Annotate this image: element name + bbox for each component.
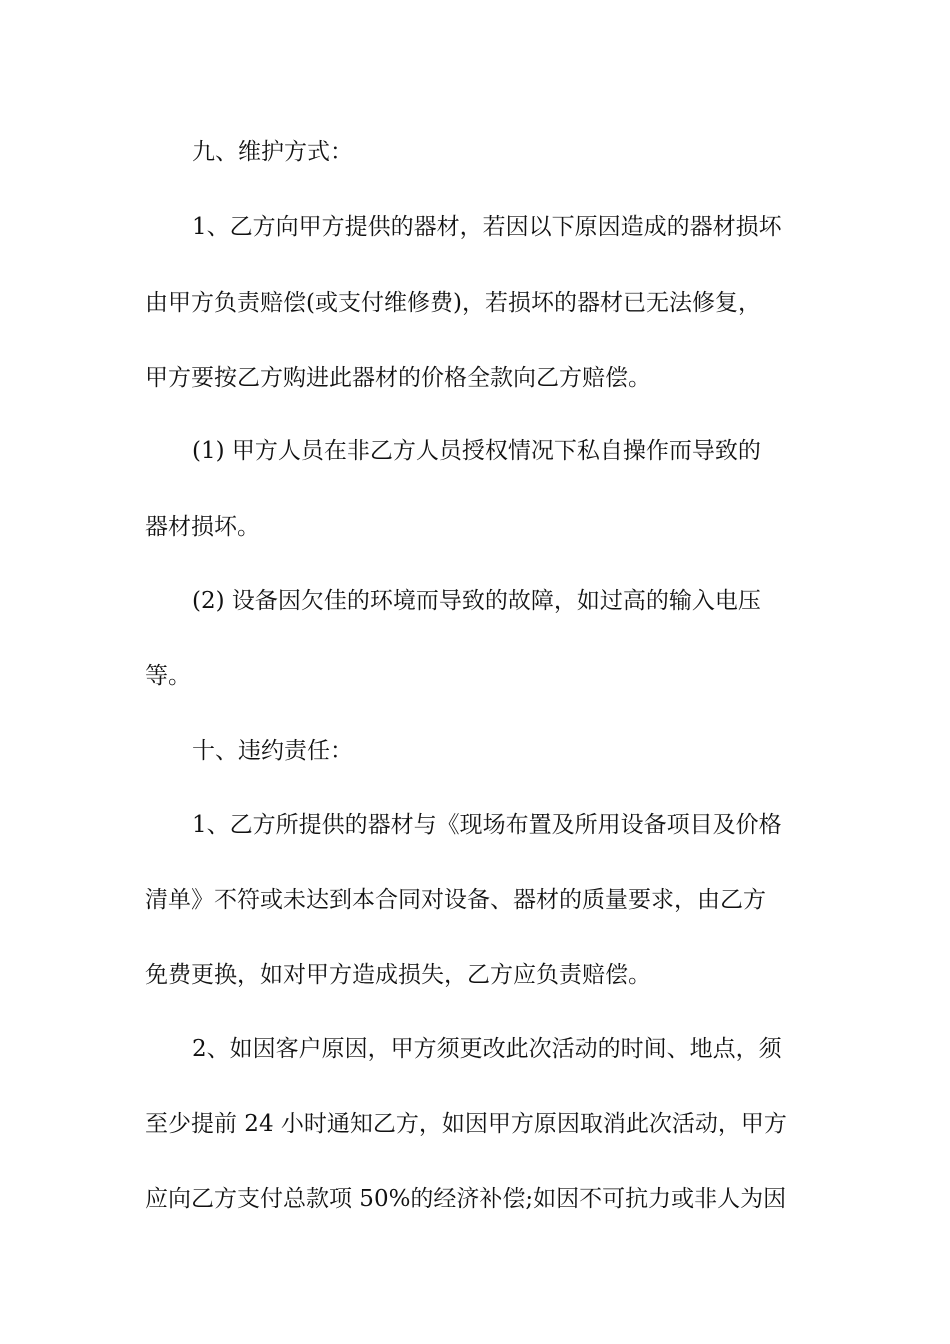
paragraph-line: 应向乙方支付总款项 50%的经济补偿;如因不可抗力或非人为因 [145, 1186, 787, 1212]
list-item-line: 等。 [145, 663, 191, 689]
paragraph-line: 至少提前 24 小时通知乙方，如因甲方原因取消此次活动，甲方 [145, 1111, 787, 1137]
paragraph-line: 由甲方负责赔偿(或支付维修费)，若损坏的器材已无法修复， [145, 290, 761, 316]
paragraph-line: 1、乙方所提供的器材与《现场布置及所用设备项目及价格 [192, 812, 782, 838]
list-item-line: 器材损坏。 [145, 514, 260, 540]
section-heading-maintenance: 九、维护方式： [192, 139, 353, 165]
list-item-line: (1) 甲方人员在非乙方人员授权情况下私自操作而导致的 [192, 438, 761, 464]
paragraph-line: 甲方要按乙方购进此器材的价格全款向乙方赔偿。 [145, 365, 651, 391]
list-item-line: (2) 设备因欠佳的环境而导致的故障，如过高的输入电压 [192, 588, 761, 614]
paragraph-line: 免费更换，如对甲方造成损失，乙方应负责赔偿。 [145, 962, 651, 988]
section-heading-liability: 十、违约责任： [192, 738, 353, 764]
paragraph-line [192, 212, 804, 242]
paragraph-line-text: 1、乙方向甲方提供的器材，若因以下原因造成的器材损坏 [192, 214, 782, 240]
paragraph-line: 清单》不符或未达到本合同对设备、器材的质量要求，由乙方 [145, 887, 766, 913]
paragraph-line: 2、如因客户原因，甲方须更改此次活动的时间、地点，须 [192, 1036, 782, 1062]
